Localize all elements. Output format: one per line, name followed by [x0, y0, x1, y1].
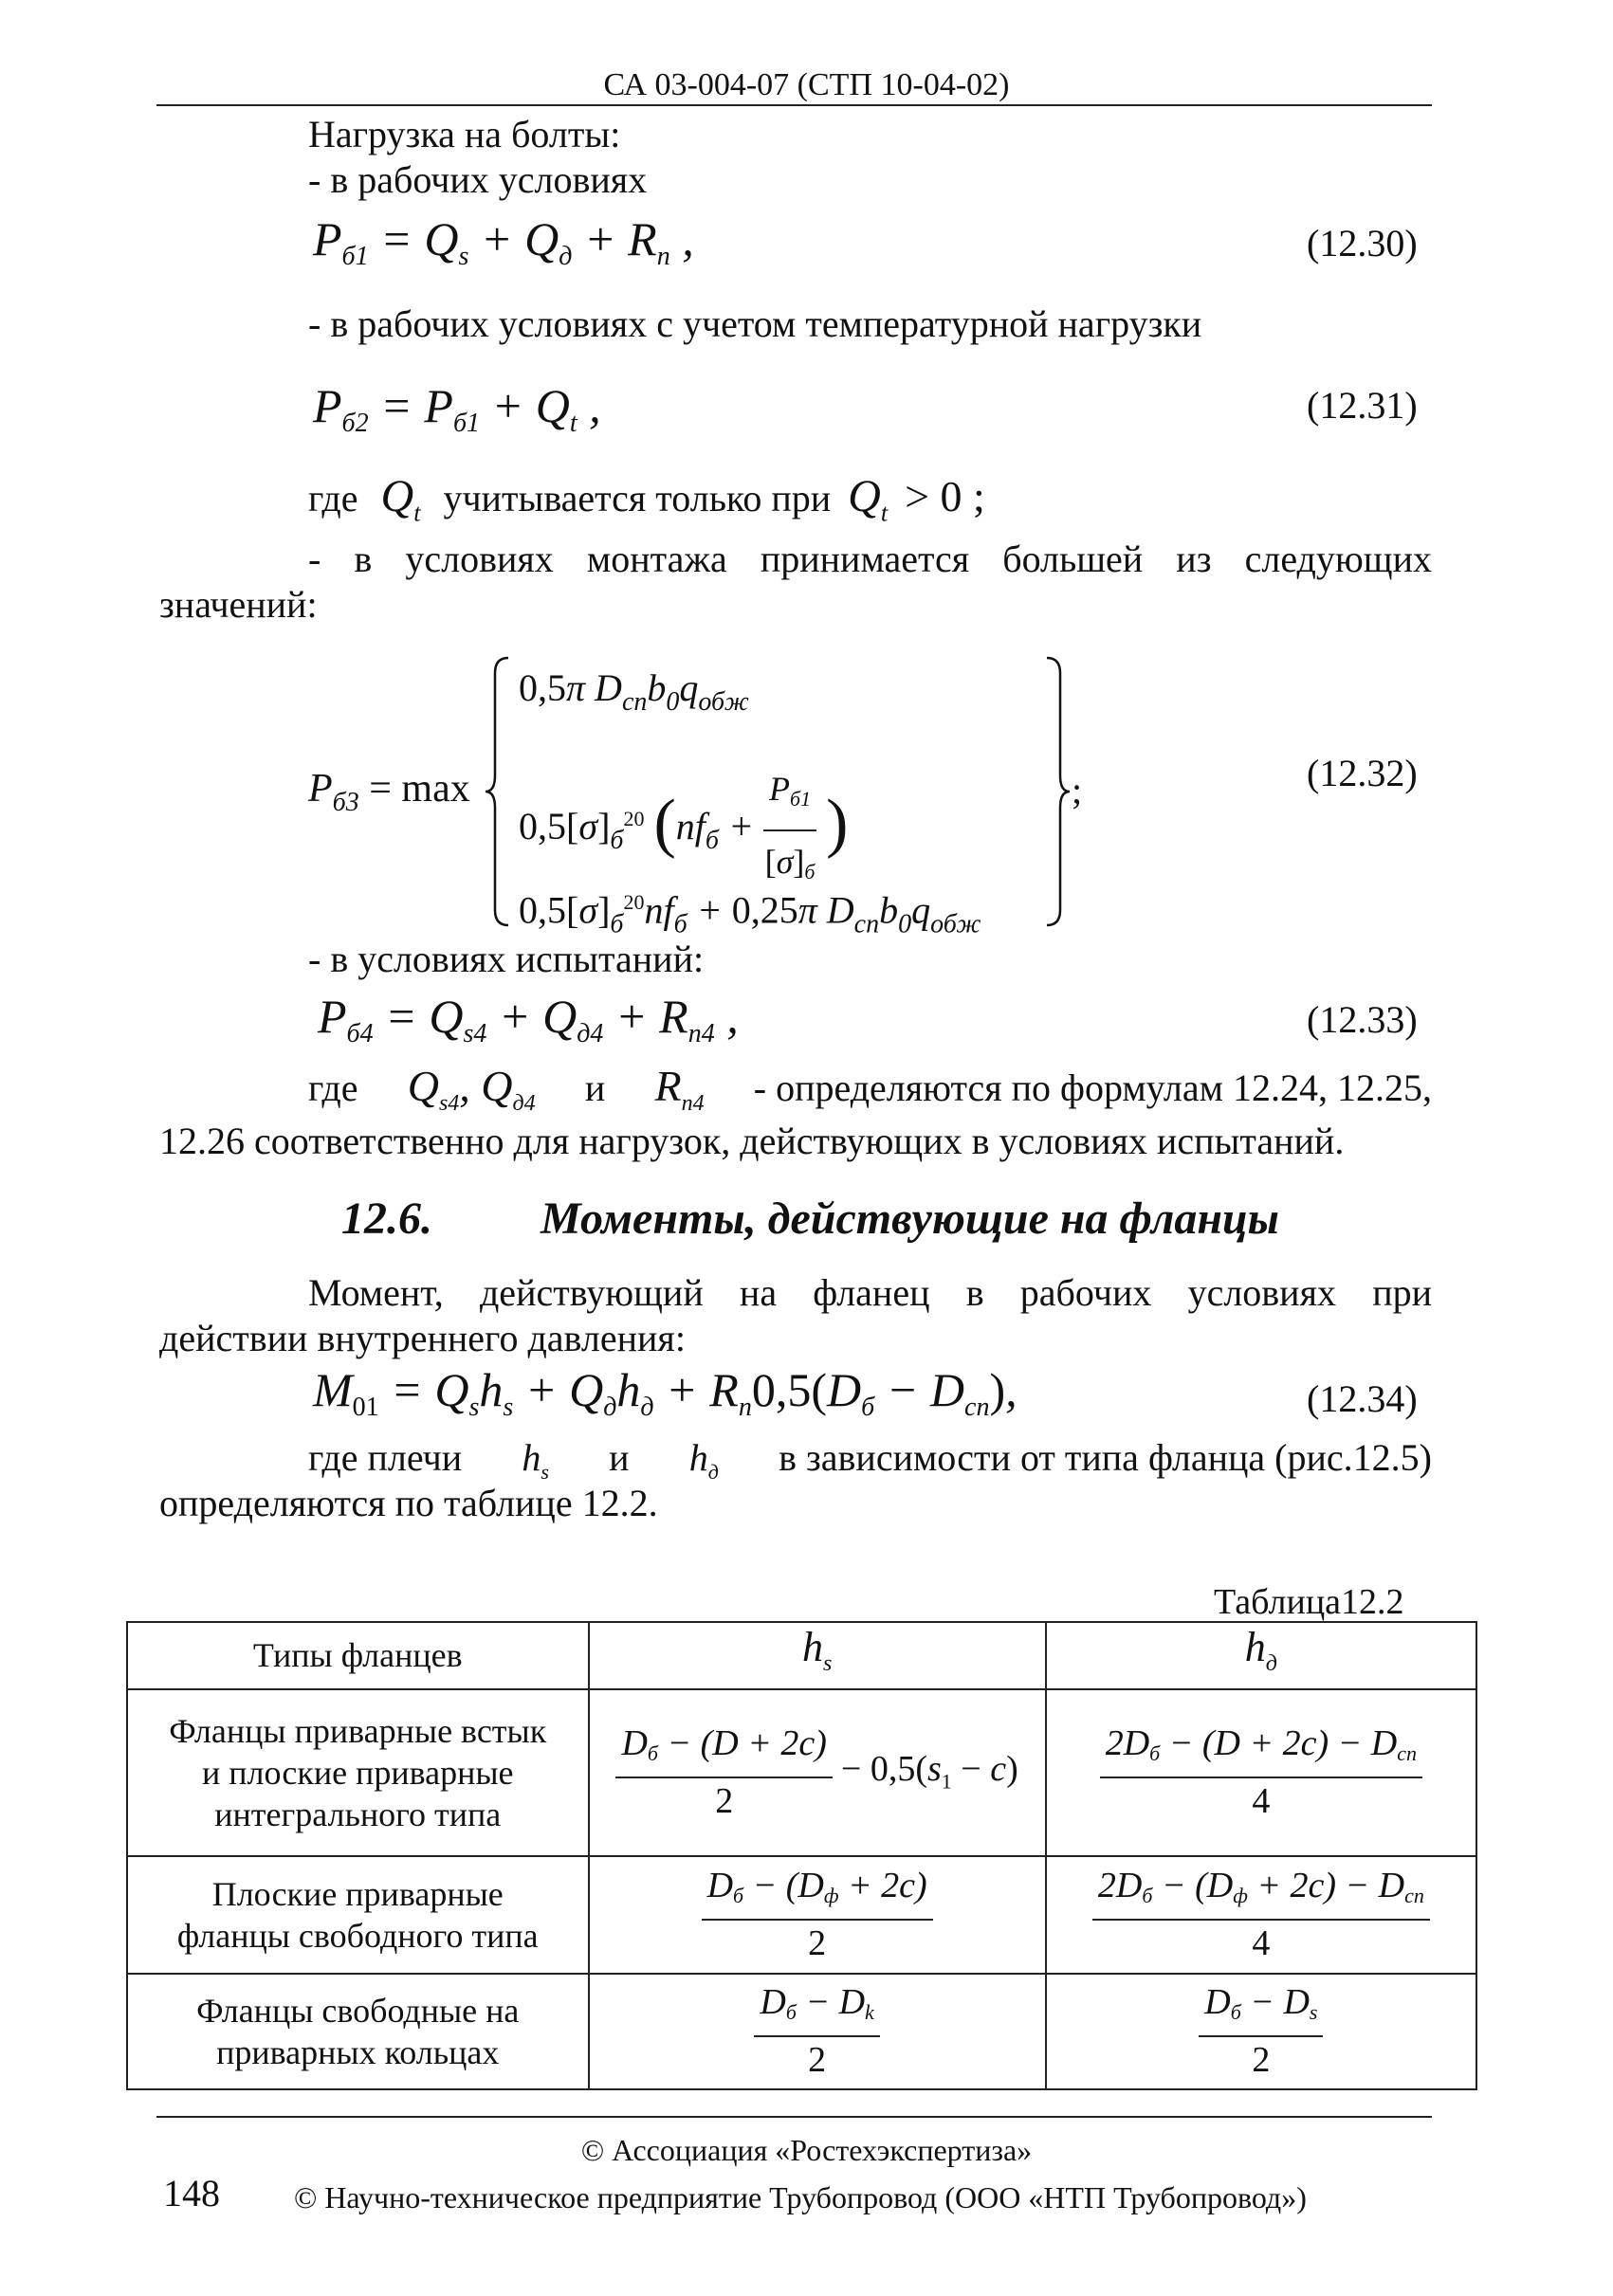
- hs-formula-cell: [589, 1974, 1046, 2089]
- where-qt-text: учитывается только при: [443, 477, 832, 519]
- arms-text-b: в зависимости от типа фланца (рис.12.5): [779, 1436, 1432, 1479]
- equation-12-32: [308, 654, 1086, 939]
- and-word: и: [584, 1066, 606, 1109]
- paragraph-work-temp: - в рабочих условиях с учетом температурной нагрузки: [308, 302, 1202, 345]
- equation-12-34: $M_{01} = Q_sh_s + Q_дh_д + R_п0,5(D_б - D_{сп})$,: [313, 1363, 1017, 1422]
- equation-12-33: $P_{б4} = Q_{s4} + Q_{д4} + R_{п4}$ ,: [318, 990, 739, 1048]
- left-brace: [484, 654, 512, 929]
- pb3-option-2: $0,5[\sigma]_б^{20}$ ($nf_б$ + $\frac{P_{б1}}{[\sigma]_б}$ ): [519, 760, 848, 901]
- footer-rule: [156, 2116, 1432, 2118]
- section-number: 12.6.: [341, 1194, 432, 1244]
- header-hd: $h_д$: [1046, 1622, 1476, 1689]
- equation-number-12-34: (12.34): [1307, 1377, 1418, 1420]
- where-word: где: [308, 477, 358, 519]
- type-line: Фланцы приварные встык: [169, 1711, 547, 1750]
- moment-line-1: Момент, действующий на фланец в рабочих условиях при: [308, 1271, 1432, 1314]
- header-rule: [156, 104, 1432, 106]
- hd-formula-cell: [1046, 1856, 1476, 1974]
- arms-text-a: где плечи: [308, 1436, 463, 1479]
- paragraph-test-conditions: - в условиях испытаний:: [308, 938, 705, 980]
- paragraph-work-conditions: - в рабочих условиях: [308, 158, 648, 201]
- pb3-option-3: $0,5[\sigma]_б^{20}nf_б + 0,25\pi$ $D_{сп}b_0q_{обж}$: [519, 888, 981, 939]
- hs-symbol: $h_s$: [522, 1436, 549, 1484]
- arms-and: и: [609, 1436, 630, 1479]
- type-line: фланцы свободного типа: [176, 1916, 539, 1955]
- equation-number-12-31: (12.31): [1307, 384, 1418, 427]
- type-line: интегрального типа: [214, 1795, 502, 1833]
- formula: $\frac{2D_б - (D_ф + 2c) - D_{сп}}{4}$: [1092, 1865, 1430, 1964]
- pb3-lhs: $P_{б3} = \max$: [308, 767, 470, 817]
- type-line: Плоские приварные: [211, 1874, 504, 1913]
- where-q4-line-1: [308, 1064, 1432, 1126]
- mount-line-1: - в условиях монтажа принимается большей из следующих: [308, 538, 1432, 580]
- table-row: [127, 1689, 1476, 1856]
- mount-line-2: значений:: [159, 583, 318, 626]
- header-hs: $h_s$: [589, 1622, 1046, 1689]
- equation-number-12-32: (12.32): [1307, 752, 1418, 794]
- equation-12-30: $P_{б1} = Q_s + Q_д + R_п$ ,: [313, 212, 694, 271]
- semicolon: ;: [1072, 769, 1083, 811]
- equation-number-12-30: (12.30): [1307, 222, 1418, 264]
- arms-line-2: определяются по таблице 12.2.: [159, 1482, 658, 1524]
- q-symbols: $Q_{s4}$, $Q_{д4}$: [407, 1062, 536, 1117]
- pb3-option-1: 0,5π $D_{сп}b_0q_{обж}$: [519, 666, 749, 717]
- where-qt-condition: > 0 ;: [905, 472, 985, 520]
- flange-type-cell: [127, 1974, 589, 2089]
- page-number: 148: [163, 2172, 220, 2214]
- header-flange-types: Типы фланцев: [127, 1622, 589, 1689]
- type-line: и плоские приварные: [201, 1753, 514, 1792]
- hd-formula-cell: [1046, 1974, 1476, 2089]
- footer-copyright-1: © Ассоциация «Ростехэкспертиза»: [580, 2133, 1033, 2167]
- formula: $\frac{D_б - D_s}{2}$: [1199, 1981, 1323, 2081]
- hs-formula-cell: $\frac{D_б - (D + 2c)}{2}$ − $0,5(s_1 - c)$: [589, 1689, 1046, 1856]
- right-brace: [1043, 654, 1072, 929]
- running-header: СА 03-004-07 (СТП 10-04-02): [603, 67, 1010, 102]
- r-symbol: $R_{п4}$: [654, 1062, 705, 1117]
- equation-number-12-33: (12.33): [1307, 998, 1418, 1041]
- where-qt-line: [308, 471, 985, 537]
- moment-line-2: действии внутреннего давления:: [159, 1317, 686, 1359]
- formula: $\frac{2D_б - (D + 2c) - D_{сп}}{4}$: [1100, 1722, 1422, 1822]
- hd-symbol: $h_д$: [688, 1436, 719, 1484]
- hd-formula-cell: [1046, 1689, 1476, 1856]
- footer-copyright-2: © Научно-техническое предприятие Трубопровод (ООО «НТП Трубопровод»): [294, 2180, 1307, 2214]
- where-word-2: где: [308, 1066, 358, 1109]
- paragraph-bolt-load: Нагрузка на болты:: [308, 113, 621, 155]
- flange-type-cell: [127, 1689, 589, 1856]
- type-line: приварных кольцах: [216, 2032, 500, 2071]
- table-caption: Таблица12.2: [1214, 1582, 1404, 1622]
- hs-formula-cell: [589, 1856, 1046, 1974]
- formula: $\frac{D_б - (D + 2c)}{2}$: [615, 1722, 832, 1822]
- where-q4-line-2: 12.26 соответственно для нагрузок, действующих в условиях испытаний.: [159, 1120, 1345, 1162]
- qt-symbol: $Q_t$: [380, 471, 421, 527]
- table-row: [127, 1856, 1476, 1974]
- flange-arms-table: [126, 1621, 1477, 2090]
- flange-type-cell: [127, 1856, 589, 1974]
- qt-symbol-2: $Q_t$: [848, 471, 889, 527]
- type-line: Фланцы свободные на: [196, 1991, 520, 2030]
- section-title: Моменты, действующие на фланцы: [541, 1194, 1279, 1244]
- formula: $\frac{D_б - D_k}{2}$: [754, 1981, 879, 2081]
- table-row: [127, 1974, 1476, 2089]
- formula: $\frac{D_б - (D_ф + 2c)}{2}$: [702, 1865, 933, 1964]
- table-header-row: [127, 1622, 1476, 1689]
- where-q4-rest: - определяются по формулам 12.24, 12.25,: [753, 1066, 1432, 1109]
- equation-12-31: $P_{б2} = P_{б1} + Q_t$ ,: [313, 379, 601, 438]
